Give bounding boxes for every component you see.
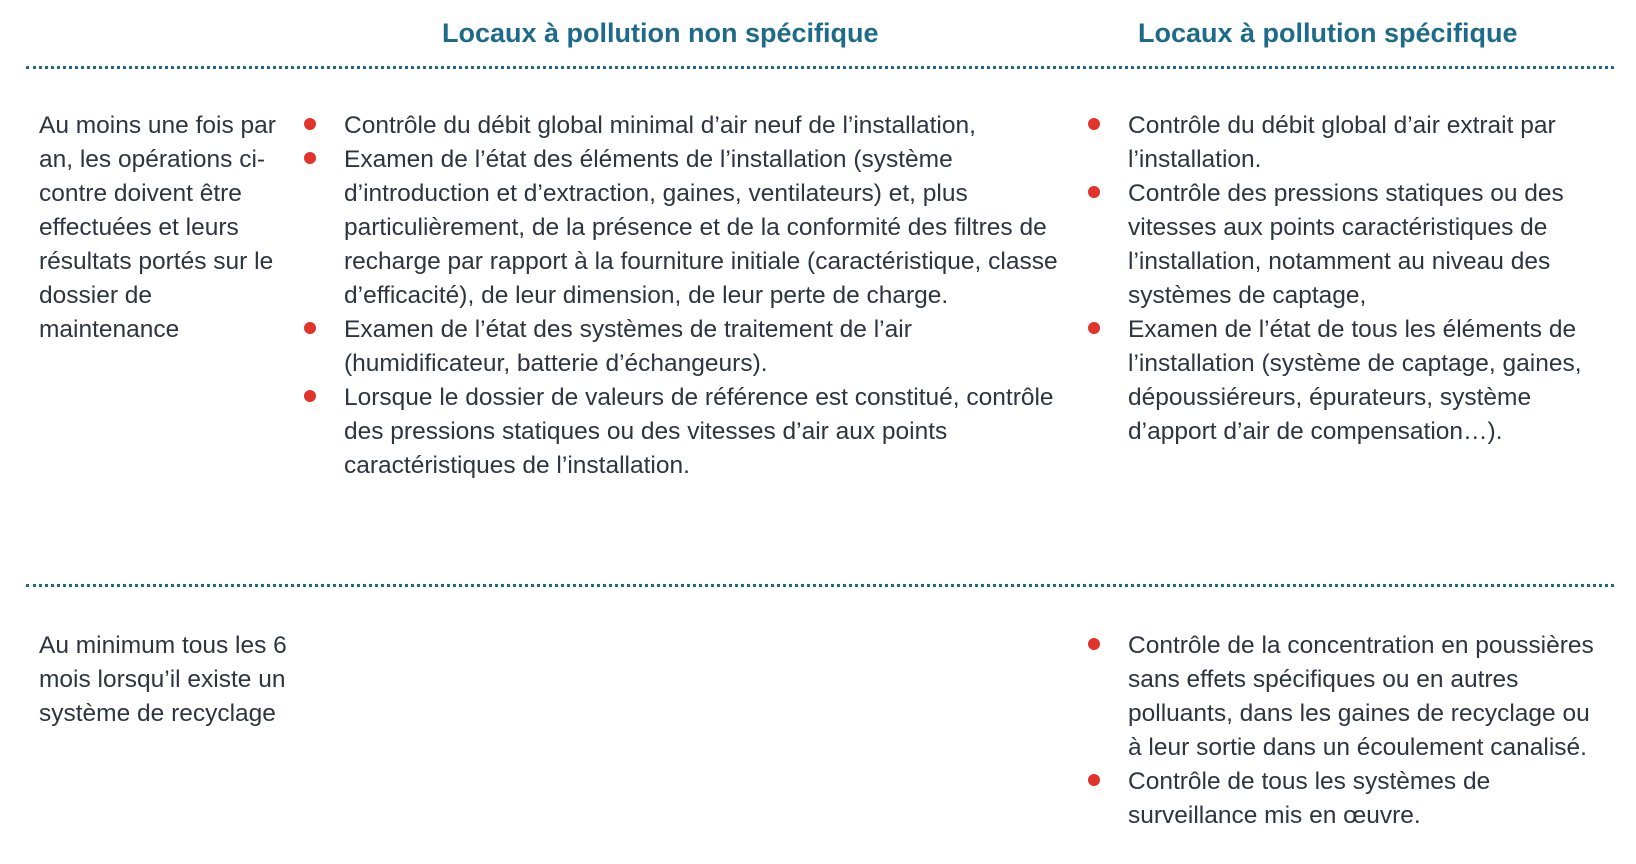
list-item — [1086, 313, 1606, 449]
list-item-text: Contrôle de tous les systèmes de surveillance mis en œuvre. — [1128, 768, 1491, 829]
list-item — [1086, 629, 1606, 765]
bullet-dot-icon — [1088, 118, 1100, 130]
list-item — [1086, 765, 1606, 833]
bullet-dot-icon — [1088, 774, 1100, 786]
row-1-non-specific-list — [302, 109, 1072, 483]
bullet-dot-icon — [304, 322, 316, 334]
bullet-dot-icon — [304, 390, 316, 402]
list-item — [302, 381, 1072, 483]
list-item — [1086, 109, 1606, 177]
list-item — [302, 143, 1072, 313]
row-1-period-label: Au moins une fois par an, les opérations ci-contre doivent être effectuées et leurs résultats portés sur le dossier de maintenance — [39, 112, 276, 343]
row-2-period-label: Au minimum tous les 6 mois lorsqu’il existe un système de recyclage — [39, 632, 287, 727]
list-item-text: Examen de l’état des systèmes de traitement de l’air (humidificateur, batterie d’échangeurs). — [344, 316, 912, 377]
header-divider — [26, 66, 1614, 69]
bullet-dot-icon — [1088, 638, 1100, 650]
row-divider — [26, 584, 1614, 587]
list-item — [302, 109, 1072, 143]
row-1-specific-list — [1086, 109, 1606, 449]
row-2-specific-list — [1086, 629, 1606, 833]
list-item-text: Contrôle du débit global minimal d’air neuf de l’installation, — [344, 112, 976, 139]
bullet-dot-icon — [1088, 186, 1100, 198]
bullet-dot-icon — [304, 152, 316, 164]
list-item-text: Examen de l’état de tous les éléments de l’installation (système de captage, gaines, dépoussiéreurs, épurateurs, système d’apport d’air de compensation…). — [1128, 316, 1582, 445]
list-item — [302, 313, 1072, 381]
list-item-text: Contrôle du débit global d’air extrait par l’installation. — [1128, 112, 1556, 173]
list-item — [1086, 177, 1606, 313]
list-item-text: Contrôle des pressions statiques ou des vitesses aux points caractéristiques de l’installation, notamment au niveau des systèmes de captage, — [1128, 180, 1564, 309]
list-item-text: Contrôle de la concentration en poussières sans effets spécifiques ou en autres polluants, dans les gaines de recyclage ou à leur sortie dans un écoulement canalisé. — [1128, 632, 1594, 761]
column-header-non-specific: Locaux à pollution non spécifique — [442, 18, 879, 48]
list-item-text: Examen de l’état des éléments de l’installation (système d’introduction et d’extraction, gaines, ventilateurs) et, plus particulièrement, de la présence et de la conformité des filtres de recharge par rapport à la fourniture initiale (caractéristique, classe d’efficacité), de leur dimension, de leur perte de charge. — [344, 146, 1058, 309]
bullet-dot-icon — [1088, 322, 1100, 334]
bullet-dot-icon — [304, 118, 316, 130]
list-item-text: Lorsque le dossier de valeurs de référence est constitué, contrôle des pressions statiques ou des vitesses d’air aux points caractéristiques de l’installation. — [344, 384, 1054, 479]
column-header-specific: Locaux à pollution spécifique — [1138, 18, 1518, 48]
